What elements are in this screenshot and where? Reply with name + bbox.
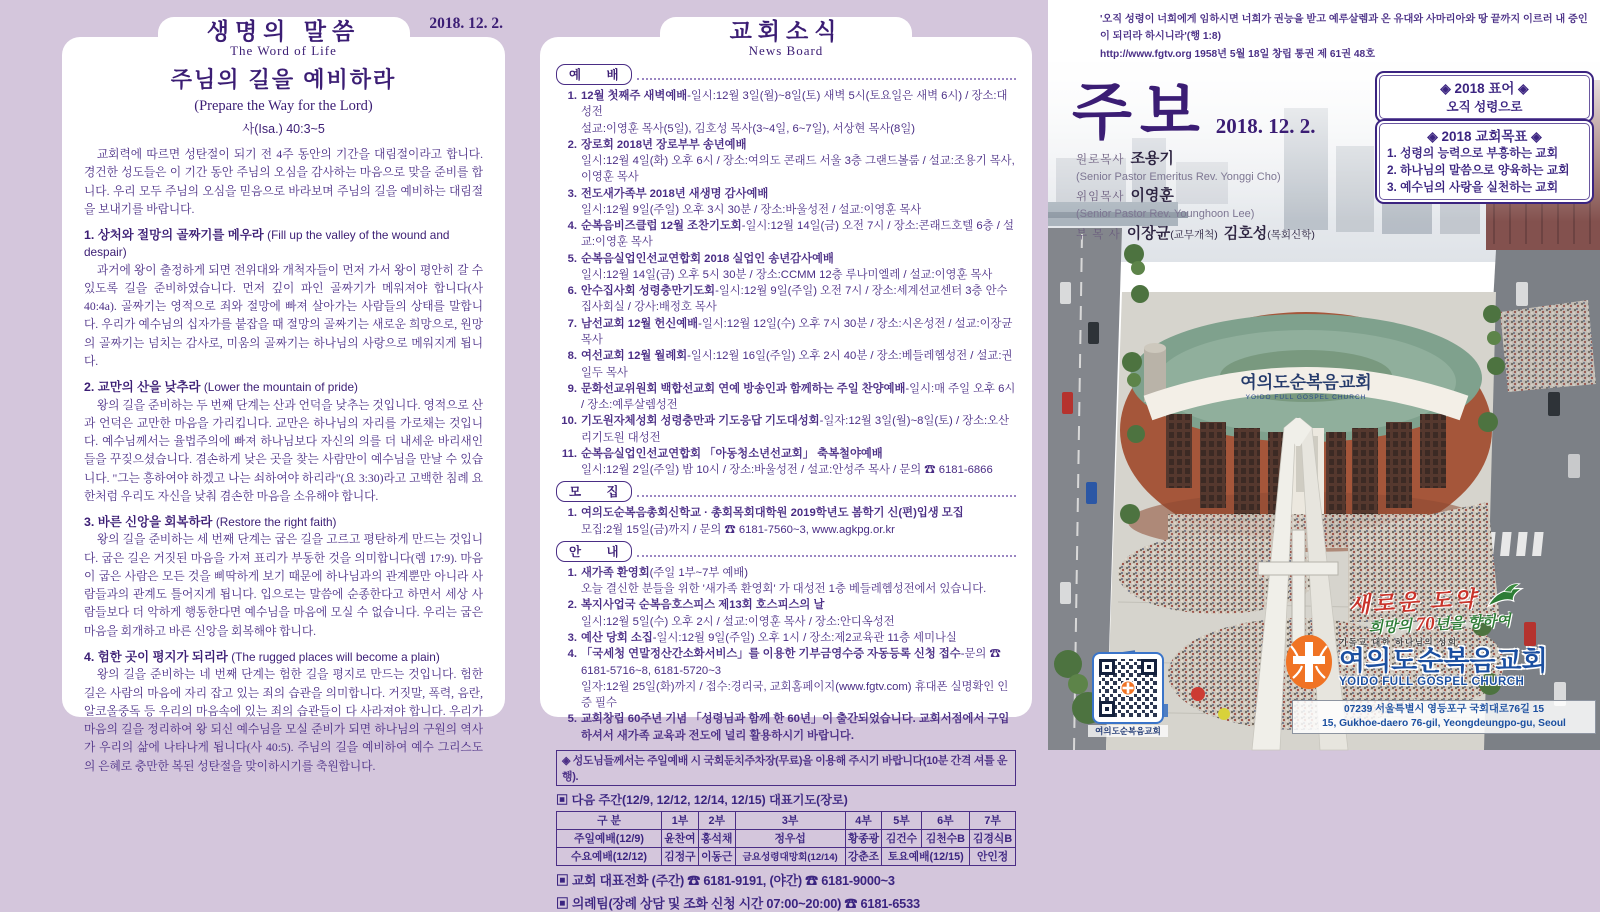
- sermon-heading-en: (Lower the mountain of pride): [203, 380, 358, 395]
- item-detail: -일시:12월 3일(월)~8일(토) 새벽 5시(토요일은 새벽 6시) / 장소:대성전: [581, 90, 1008, 119]
- item-number: 4.: [567, 220, 577, 233]
- bulletin-title-block: [1072, 62, 1316, 151]
- table-cell: 1부: [662, 811, 699, 829]
- sermon-section-heading: [84, 227, 483, 262]
- church-brand-text: [1339, 636, 1548, 688]
- pastor-row: [1076, 185, 1315, 207]
- guide-section-tag: [556, 541, 1016, 562]
- item-number: 3.: [567, 187, 577, 200]
- item-detail: -문의 ☎ 6181-5716~8, 6181-5720~3: [581, 648, 1001, 677]
- item-number: 3.: [567, 631, 577, 644]
- sermon-section-body: 과거에 왕이 출정하게 되면 전위대와 개척자들이 먼저 가서 왕이 평안히 갈 수 있도록 길을 준비하였습니다. 먼저 깊이 파인 골짜기가 메워져야 합니다(사 40:4a). 골짜기는 영적으로 죄와 절망에 빠져 살아가는 사람들의 상태를 말합니다. 우리가 예수님의 십자가를 붙잡을 때 절망의 골짜기는 새로운 희망으로, 원망의 골짜기는 넘치는 감사로, 미움의 골짜기는 하나님의 사랑으로 메워지게 됩니다.: [84, 263, 483, 368]
- masthead-verse: '오직 성령이 너희에게 임하시면 너희가 권능을 받고 예루살렘과 온 유대와 사마리아와 땅 끝까지 이르러 내 증인이 되리라 하시니라'(행 1:8): [1100, 14, 1588, 43]
- item-number: 7.: [567, 317, 577, 330]
- item-number: 11.: [561, 447, 577, 460]
- news-item: [556, 283, 1016, 316]
- prayer-schedule-title: ▣ 다음 주간(12/9, 12/12, 12/14, 12/15) 대표기도(장로): [556, 792, 848, 807]
- sermon-title-en: (Prepare the Way for the Lord): [194, 98, 373, 114]
- news-item: [556, 381, 1016, 414]
- pastor-note: (교무개척): [1170, 228, 1218, 241]
- news-item-continuation: 일시:12월 4일(화) 오후 6시 / 장소:여의도 콘래드 서울 3층 그랜드볼룸 / 설교:조용기 목사, 이영훈 목사: [581, 155, 1015, 184]
- motto-text: 오직 성령으로: [1446, 100, 1523, 114]
- news-item-continuation: 설교:이영훈 목사(5일), 김호성 목사(3~4일, 6~7일), 서상현 목사(8일): [581, 122, 916, 135]
- item-title: 「국세청 연말정산간소화서비스」를 이용한 기부금영수증 자동등록 신청 접수: [581, 648, 961, 661]
- item-title: 문화선교위원회 백합선교회 연예 방송인과 함께하는 주일 찬양예배: [581, 382, 906, 395]
- news-item: [556, 505, 1016, 521]
- sermon-section-heading: [84, 649, 483, 666]
- news-item: [556, 218, 1016, 251]
- news-item: [556, 646, 1016, 679]
- sermon-heading-kr: 4. 험한 곳이 평지가 되리라: [84, 649, 232, 664]
- sermon-body: [62, 37, 505, 776]
- item-number: 4.: [567, 648, 577, 661]
- table-cell: 5부: [882, 811, 921, 829]
- pastor-name: 이영훈: [1130, 187, 1174, 205]
- news-board-header-tab: [660, 17, 912, 63]
- recruit-tag-pill: 모 집: [556, 481, 632, 502]
- sermon-heading-en: (Fill up the valley of the wound and despair): [84, 228, 450, 260]
- item-title: 장로회 2018년 장로부부 송년예배: [581, 138, 747, 151]
- masthead-pub-info: http://www.fgtv.org 1958년 5월 18일 창립 통권 제 61권 48호: [1100, 48, 1376, 60]
- news-item-continuation: 일시:12월 9일(주일) 오후 3시 30분 / 장소:바울성전 / 설교:이영훈 목사: [581, 203, 922, 216]
- table-cell: 김건수: [882, 829, 921, 847]
- item-title: 예산 당회 소집: [581, 631, 653, 644]
- item-title: 교회창립 60주년 기념 「성령님과 함께 한 60년」이 출간되었습니다. 교회서점에서 구입하셔서 새가족 교육과 전도에 널리 활용하시기 바랍니다.: [581, 713, 1010, 742]
- church-logo-icon: [1284, 634, 1334, 690]
- bulletin-date: 2018. 12. 2.: [1215, 114, 1316, 138]
- item-number: 10.: [561, 415, 577, 428]
- table-cell: 4부: [845, 811, 882, 829]
- guide-tag-pill: 안 내: [556, 541, 632, 562]
- word-of-life-header-tab: [158, 17, 410, 63]
- sermon-intro: 교회력에 따르면 성탄절이 되기 전 4주 동안의 기간을 대림절이라고 합니다. 경건한 성도들은 이 기간 동안 주님의 오심을 감사하는 마음으로 맞을 준비를 합니다. 우리 모두 주님의 오심을 믿음으로 바라보며 주님의 길을 예비하는 대림절을 보내기를 바랍니다.: [84, 148, 483, 216]
- table-cell: 김경식B: [970, 829, 1016, 847]
- sermon-heading-en: (The rugged places will become a plain): [231, 649, 440, 664]
- parking-notice: ◈ 성도님들께서는 주일예배 시 국회둔치주차장(무료)을 이용해 주시기 바랍니다(10분 간격 셔틀 운행).: [556, 750, 1016, 786]
- item-number: 5.: [567, 713, 577, 726]
- address-en: 15, Gukhoe-daero 76-gil, Yeongdeungpo-gu, Seoul: [1322, 717, 1566, 729]
- table-cell: 홍석채: [698, 829, 735, 847]
- table-row: [557, 847, 1016, 865]
- sermon-section-heading: [84, 514, 483, 531]
- sermon-heading-kr: 1. 상처와 절망의 골짜기를 메우라: [84, 228, 268, 242]
- item-number: 1.: [567, 90, 577, 102]
- sermon-section-body: 왕의 길을 준비하는 네 번째 단계는 험한 길을 평지로 만드는 것입니다. 험한 길은 사람의 마음에 자리 잡고 있는 죄의 습관을 의미합니다. 거짓말, 폭력, 음란, 알코올중독 등 우리의 마음속에 있는 죄의 습관들이 다 사라져야 합니다. 우리가 마음의 길을 정리하여 왕 되신 예수님을 모실 준비가 되면 하나님의 구원의 역사가 우리의 삶에 나타나게 됩니다(사 40:5). 주님의 길을 예비하여 예수 그리스도의 은혜로 충만한 복된 성탄절을 맞이하시기를 축원합니다.: [84, 668, 483, 773]
- item-number: 8.: [567, 350, 577, 363]
- item-detail: -일시:12월 12일(수) 오후 7시 30분 / 장소:시온성전 / 설교:이장균 목사: [581, 317, 1013, 346]
- pastor-role-en: (Senior Pastor Rev. Younghoon Lee): [1076, 208, 1255, 221]
- news-item: [556, 597, 1016, 613]
- item-title: 여선교회 12월 월례회: [581, 350, 688, 363]
- item-title: 순복음실업인선교연합회 「아동청소년선교회」 축복철야예배: [581, 447, 883, 460]
- church-goals-box: [1375, 119, 1594, 204]
- dotted-leader: [637, 495, 1016, 497]
- news-item-continuation: 오늘 결신한 분들을 위한 '새가족 환영회' 가 대성전 1층 베들레헴성전에서 있습니다.: [581, 583, 987, 596]
- bulletin-title: 주보: [1072, 79, 1208, 147]
- denomination-text: 기독교 대한 하나님의 성회: [1339, 637, 1458, 648]
- table-cell: 김천수B: [921, 829, 970, 847]
- news-item-continuation: 일시:12월 2일(주일) 밤 10시 / 장소:바울성전 / 설교:안성주 목사 / 문의 ☎ 6181-6866: [581, 464, 993, 477]
- news-item: [556, 565, 1016, 581]
- item-number: 1.: [567, 566, 577, 579]
- motto-box: [1375, 71, 1594, 123]
- item-title: 안수집사회 성령충만기도회: [581, 285, 716, 298]
- table-cell: 7부: [970, 811, 1016, 829]
- sermon-section: [84, 649, 483, 776]
- news-item: [556, 137, 1016, 153]
- qr-code-block: [1088, 652, 1168, 737]
- item-number: 2.: [567, 599, 577, 612]
- item-number: 9.: [567, 382, 577, 395]
- table-cell: 주일예배(12/9): [557, 829, 662, 847]
- item-detail: -일시:12월 9일(주일) 오전 7시 / 장소:세계선교센터 3층 안수집사회실 / 강사:배정호 목사: [581, 285, 1008, 314]
- qr-code-label: 여의도순복음교회: [1088, 725, 1168, 737]
- item-title: 새가족 환영회: [581, 566, 650, 579]
- dotted-leader: [637, 78, 1016, 80]
- news-board-subtitle: News Board: [748, 43, 824, 59]
- item-title: 남선교회 12월 헌신예배: [581, 317, 699, 330]
- news-item-continuation: 일시:12월 5일(수) 오후 2시 / 설교:이영훈 목사 / 장소:안디옥성전: [581, 615, 895, 628]
- pastor-row: [1076, 148, 1315, 170]
- church-phone-line: ▣ 교회 대표전화 (주간) ☎ 6181-9191, (야간) ☎ 6181-9000~3: [556, 872, 895, 888]
- building-sign-kr: 여의도순복음교회: [1240, 373, 1372, 392]
- worship-section-tag: [556, 64, 1016, 85]
- item-detail: -일시:12월 16일(주일) 오후 2시 40분 / 장소:베들레헴성전 / 설교:권일두 목사: [581, 350, 1013, 379]
- item-detail: (주일 1부~7부 예배): [649, 566, 749, 579]
- news-item: [556, 413, 1016, 446]
- table-cell: 토요예배(12/15): [882, 847, 970, 865]
- cover-panel: [1048, 0, 1600, 750]
- news-item: [556, 251, 1016, 267]
- slogan-line1: 새로운 도약: [1348, 585, 1480, 618]
- item-title: 순복음비즈클럽 12월 조찬기도회: [581, 220, 742, 233]
- pastor-role: 위임목사: [1076, 191, 1125, 204]
- masthead: [1100, 11, 1594, 63]
- sermon-section: [84, 227, 483, 371]
- table-cell: 금요성령대망회(12/14): [735, 847, 845, 865]
- table-cell: 2부: [698, 811, 735, 829]
- news-content: [540, 37, 1032, 912]
- church-brand-block: [1284, 634, 1598, 690]
- church-name-en: YOIDO FULL GOSPEL CHURCH: [1339, 675, 1525, 688]
- qr-code: [1092, 652, 1164, 724]
- funeral-team-line: ▣ 의례팀(장례 상담 및 조화 신청 시간 07:00~20:00) ☎ 6181-6533: [556, 895, 920, 911]
- table-cell: 강춘조: [845, 847, 882, 865]
- motto-box-inner: [1379, 75, 1590, 119]
- table-cell: 6부: [921, 811, 970, 829]
- pastor-name: 조용기: [1130, 150, 1174, 167]
- word-of-life-title: 생명의 말씀: [206, 18, 361, 44]
- prayer-schedule-table: [556, 811, 1016, 866]
- word-of-life-subtitle: The Word of Life: [230, 43, 337, 59]
- item-number: 1.: [567, 507, 577, 520]
- item-number: 6.: [567, 285, 577, 298]
- sermon-heading-kr: 2. 교만의 산을 낮추라: [84, 380, 204, 395]
- pastor-role-en: (Senior Pastor Emeritus Rev. Yonggi Cho): [1076, 171, 1281, 184]
- church-name-kr: 여의도순복음교회: [1339, 646, 1548, 677]
- church-address: [1292, 700, 1596, 734]
- item-detail: -일시:12월 14일(금) 오전 7시 / 장소:콘래드호텔 6층 / 설교:이영훈 목사: [581, 220, 1014, 249]
- sermon-scripture: 사(Isa.) 40:3~5: [242, 122, 325, 136]
- dotted-leader: [637, 555, 1016, 557]
- item-number: 2.: [567, 138, 577, 151]
- news-item-continuation: 모집:2월 15일(금)까지 / 문의 ☎ 6181-7560~3, www.agkpg.or.kr: [581, 523, 895, 536]
- motto-title: ◈ 2018 표어 ◈: [1440, 81, 1529, 96]
- item-title: 전도새가족부 2018년 새생명 감사예배: [581, 187, 769, 200]
- word-of-life-panel: [62, 15, 505, 773]
- table-header-row: [557, 811, 1016, 829]
- item-detail: -일자:12월 3일(월)~8일(토) / 장소:오산리기도원 대성전: [581, 415, 1010, 444]
- table-cell: 이동근: [698, 847, 735, 865]
- item-title: 복지사업국 순복음호스피스 제13회 호스피스의 날: [581, 599, 825, 612]
- sermon-title: 주님의 길을 예비하라: [170, 67, 397, 92]
- goals-title: ◈ 2018 교회목표 ◈: [1427, 129, 1542, 144]
- news-item: [556, 316, 1016, 349]
- news-item: [556, 88, 1016, 121]
- recruit-section-tag: [556, 481, 1016, 502]
- qr-code-icon: [1097, 657, 1159, 719]
- news-board-title: 교회소식: [729, 18, 843, 44]
- pastor-role: 원로목사: [1076, 154, 1125, 166]
- sermon-heading-kr: 3. 바른 신앙을 회복하라: [84, 515, 216, 530]
- pastor-name: 김호성: [1223, 224, 1268, 242]
- news-item-continuation: 일시:12월 14일(금) 오후 5시 30분 / 장소:CCMM 12층 루나미엘레 / 설교:이영훈 목사: [581, 268, 993, 281]
- pastor-note: (목회신학): [1267, 228, 1315, 241]
- news-item: [556, 630, 1016, 646]
- goal-item: 2. 하나님의 말씀으로 양육하는 교회: [1387, 163, 1570, 178]
- slogan-line2-number: 70: [1415, 613, 1436, 636]
- table-cell: 안인정: [970, 847, 1016, 865]
- table-cell: 정우섭: [735, 829, 845, 847]
- slogan-line2-pre: 희망의: [1368, 618, 1417, 637]
- item-title: 기도원자체성회 성령충만과 기도응답 기도대성회: [581, 415, 820, 428]
- pastor-list: [1076, 148, 1315, 245]
- table-row: [557, 829, 1016, 847]
- sermon-heading-en: (Restore the right faith): [215, 515, 337, 530]
- news-board-panel: [540, 18, 1032, 911]
- item-title: 순복음실업인선교연합회 2018 실업인 송년감사예배: [581, 252, 834, 265]
- building-sign-en: YOIDO FULL GOSPEL CHURCH: [1245, 394, 1367, 401]
- issue-date-left: 2018. 12. 2.: [429, 15, 503, 32]
- church-goals-inner: [1379, 123, 1590, 200]
- pastor-role: 부 목 사: [1076, 228, 1121, 241]
- table-cell: 황종광: [845, 829, 882, 847]
- address-kr: 07239 서울특별시 영등포구 국회대로76길 15: [1343, 704, 1545, 715]
- table-cell: 구 분: [557, 811, 662, 829]
- item-number: 5.: [567, 252, 577, 265]
- item-detail: -일시:매 주일 오후 6시 / 장소:예루살렘성전: [581, 382, 1016, 412]
- table-cell: 김정구: [662, 847, 699, 865]
- sermon-section: [84, 379, 483, 506]
- goal-item: 3. 예수님의 사랑을 실천하는 교회: [1387, 180, 1559, 195]
- sermon-section-body: 왕의 길을 준비하는 세 번째 단계는 굽은 길을 고르고 평탄하게 만드는 것입니다. 굽은 길은 거짓된 마음을 가져 표리가 부동한 것을 의미합니다(렘 17:9). 마음이 굽은 사람은 모든 것을 삐딱하게 보기 때문에 하나님과의 관계뿐만 아니라 사람들과의 관계도 틀어지게 됩니다. 입으로는 말씀에 순종한다고 하면서 세상 사람들보다 더 악하게 행동한다면 예수님을 마음에 모실 수 없습니다. 우리는 굽은 마음을 회개하고 바른 신앙을 회복해야 합니다.: [84, 533, 483, 638]
- news-item: [556, 711, 1016, 744]
- item-detail: -일시:12월 9일(주일) 오후 1시 / 장소:제2교육관 11층 세미나실: [652, 631, 957, 644]
- worship-tag-pill: 예 배: [556, 64, 632, 85]
- table-cell: 윤찬여: [662, 829, 699, 847]
- table-cell: 3부: [735, 811, 845, 829]
- goal-item: 1. 성령의 능력으로 부흥하는 교회: [1387, 146, 1559, 160]
- dove-icon: [1484, 580, 1530, 612]
- table-cell: 수요예배(12/12): [557, 847, 662, 865]
- slogan-line2-post: 년을 향하여: [1434, 613, 1512, 634]
- news-item: [556, 446, 1016, 462]
- sermon-section-heading: [84, 379, 483, 396]
- pastor-name: 이장균: [1126, 224, 1171, 242]
- news-item-continuation: 일자:12월 25일(화)까지 / 접수:경리국, 교회홈페이지(www.fgtv.com) 휴대폰 실명확인 인증 필수: [581, 680, 1009, 710]
- sermon-section-body: 왕의 길을 준비하는 두 번째 단계는 산과 언덕을 낮추는 것입니다. 영적으로 산과 언덕은 교만한 마음을 가리킵니다. 교만은 하나님의 자리를 가로채는 것입니다. 예수님께서는 율법주의에 빠져 하나님보다 자신의 의를 더 내세운 바리새인들을 꾸짖으셨습니다. 겸손하게 낮은 곳을 찾는 사람만이 예수님을 만날 수 있습니다. "그는 흥하여야 하겠고 나는 쇠하여야 하리라"(요 3:30)라고 고백한 침례 요한처럼 우리도 자신을 낮춰 겸손한 마음을 소유해야 합니다.: [84, 398, 483, 503]
- sermon-section: [84, 514, 483, 641]
- pastor-row: [1076, 223, 1315, 245]
- item-title: 12월 첫째주 새벽예배: [581, 90, 688, 102]
- news-item: [556, 348, 1016, 381]
- item-title: 여의도순복음총회신학교 · 총회목회대학원 2019학년도 봄학기 신(편)입생 모집: [581, 507, 964, 520]
- news-item: [556, 186, 1016, 202]
